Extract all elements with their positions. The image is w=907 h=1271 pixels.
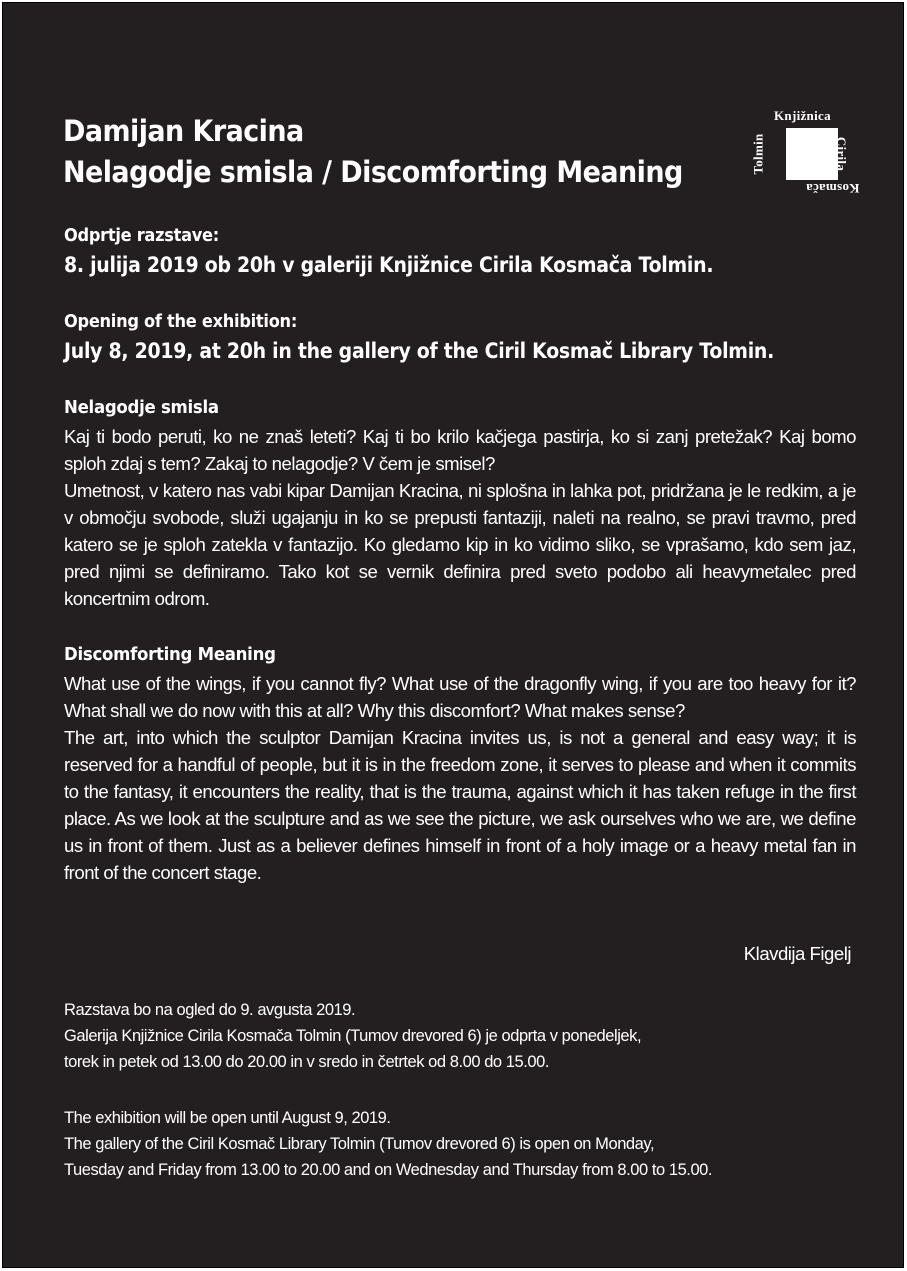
info-sl-line1: Razstava bo na ogled do 9. avgusta 2019. xyxy=(64,1001,356,1019)
poster-page xyxy=(2,2,904,1268)
section-body-en xyxy=(64,670,856,886)
info-en-line3: Tuesday and Friday from 13.00 to 20.00 and on Wednesday and Thursday from 8.00 to 15.00. xyxy=(64,1161,713,1179)
library-logo xyxy=(750,106,878,198)
info-sl xyxy=(64,997,641,1075)
title-exhibition: Nelagodje smisla / Discomforting Meaning xyxy=(63,155,683,189)
opening-text-sl: 8. julija 2019 ob 20h v galeriji Knjižnice Cirila Kosmača Tolmin. xyxy=(64,253,714,277)
info-en-line2: The gallery of the Ciril Kosmač Library Tolmin (Tumov drevored 6) is open on Monday, xyxy=(64,1135,655,1153)
section-body-sl xyxy=(64,423,856,612)
title-artist: Damijan Kracina xyxy=(63,114,304,148)
opening-label-en: Opening of the exhibition: xyxy=(64,311,298,332)
info-en-line1: The exhibition will be open until August 9, 2019. xyxy=(64,1109,391,1127)
questions-en: What use of the wings, if you cannot fly? What use of the dragonfly wing, if you are too heavy for it? What shall we do now with this at all? Why this discomfort? What makes sense? xyxy=(64,673,856,721)
logo-text-bottom: Kosmača xyxy=(806,181,860,196)
logo-text-top: Knjižnica xyxy=(774,108,831,123)
info-sl-line2: Galerija Knjižnice Cirila Kosmača Tolmin (Tumov drevored 6) je odprta v ponedeljek, xyxy=(64,1027,642,1045)
info-en xyxy=(64,1105,712,1183)
opening-text-en: July 8, 2019, at 20h in the gallery of the Ciril Kosmač Library Tolmin. xyxy=(64,339,775,363)
logo-square xyxy=(786,128,838,180)
info-sl-line3: torek in petek od 13.00 do 20.00 in v sredo in četrtek od 8.00 do 15.00. xyxy=(64,1053,549,1071)
opening-label-sl: Odprtje razstave: xyxy=(64,225,219,246)
paragraph-sl: Umetnost, v katero nas vabi kipar Damijan Kracina, ni splošna in lahka pot, pridržana je le redkim, a je v območju svobode, služi ugajanju in ko se prepusti fantaziji, naleti na realno, se pravi travmo, pred katero se je sploh zatekla v fantazijo. Ko gledamo kip in ko vidimo sliko, se vprašamo, kdo sem jaz, pred njimi se definiramo. Tako kot se vernik definira pred sveto podobo ali heavymetalec pred koncertnim odrom. xyxy=(64,480,856,609)
poster-title xyxy=(63,111,683,193)
author-name: Klavdija Figelj xyxy=(743,943,851,964)
questions-sl: Kaj ti bodo peruti, ko ne znaš leteti? Kaj ti bo krilo kačjega pastirja, ko si zanj pretežak? Kaj bomo sploh zdaj s tem? Zakaj to nelagodje? V čem je smisel? xyxy=(64,426,856,474)
section-title-en: Discomforting Meaning xyxy=(64,644,276,665)
logo-text-right: Cirila xyxy=(834,136,850,172)
paragraph-en: The art, into which the sculptor Damijan Kracina invites us, is not a general and easy way; it is reserved for a handful of people, but it is in the freedom zone, it serves to please and when it commits to the fantasy, it encounters the reality, that is the trauma, against which it has taken refuge in the first place. As we look at the sculpture and as we see the picture, we ask ourselves who we are, we define us in front of them. Just as a believer defines himself in front of a holy image or a heavy metal fan in front of the concert stage. xyxy=(64,727,856,883)
section-title-sl: Nelagodje smisla xyxy=(64,397,219,418)
logo-text-left: Tolmin xyxy=(750,133,766,175)
